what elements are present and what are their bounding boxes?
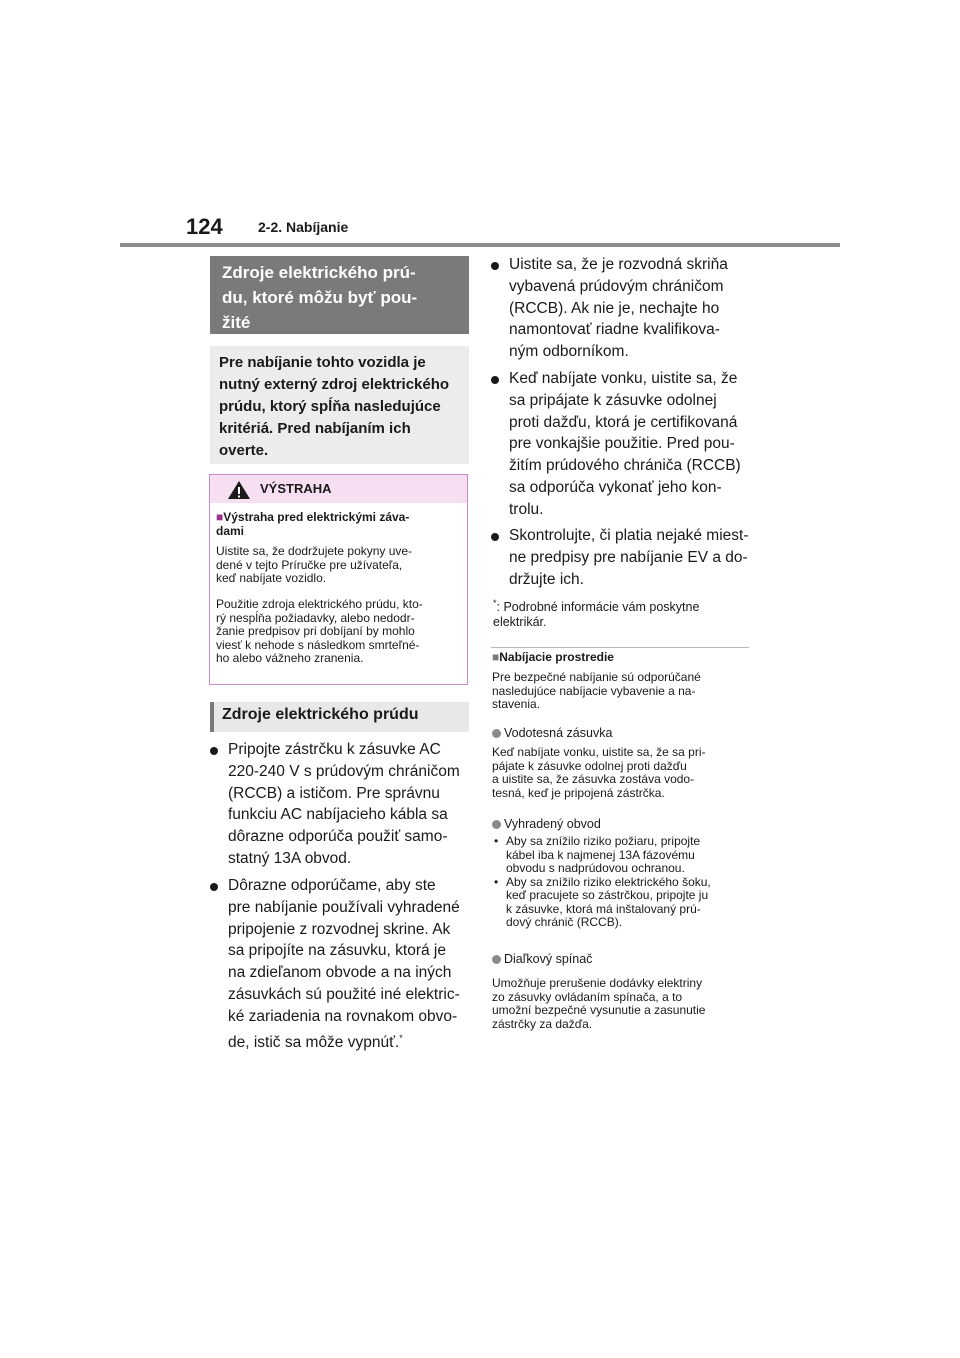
- warning-paragraph-2: Použitie zdroja elektrického prúdu, kto- rý nespĺňa požiadavky, alebo nedodr- žanie predpisov pri dobíjaní by mohlo viesť k nehode s následkom smrteľné- ho alebo vážneho zranenia.: [216, 597, 423, 665]
- warning-paragraph-1: Uistite sa, že dodržujete pokyny uve- dené v tejto Príručke pre užívateľa, keď nabíjate vozidlo.: [216, 544, 413, 585]
- env-heading: [492, 651, 750, 665]
- footnote-ref: *: [399, 1032, 403, 1043]
- list-item: [492, 835, 750, 876]
- env-title: Nabíjacie prostredie: [499, 650, 614, 664]
- warning-triangle-icon: [227, 480, 251, 500]
- list-item-text: Aby sa znížilo riziko elektrického šoku, keď pracujete so zástrčkou, pripojte ju k zásuvke, ktorá má inštalovaný prú- dový chránič (RCCB).: [506, 874, 711, 929]
- list-bullet: •: [494, 874, 499, 889]
- footnote-text: : Podrobné informácie vám poskytne elektrikár.: [493, 600, 700, 630]
- item-title: Vyhradený obvod: [504, 817, 601, 831]
- list-item-text: Aby sa znížilo riziko požiaru, pripojte kábel iba k najmenej 13A fázovému obvodu s nadprúdovou ochranou.: [506, 834, 701, 875]
- bullet-text: Keď nabíjate vonku, uistite sa, že sa pripájate k zásuvke odolnej proti dažďu, ktorá je certifikovaná pre vonkajšie použitie. Pred pou- žitím prúdového chrániča (RCCB) sa odporúča vykonať jeho kon- trolu.: [509, 370, 741, 518]
- section-title: 2-2. Nabíjanie: [258, 219, 349, 235]
- list-bullet: •: [494, 834, 499, 848]
- square-bullet-icon: ■: [492, 650, 500, 664]
- bullet-dot-icon: [491, 533, 499, 541]
- circle-bullet-icon: [492, 729, 501, 738]
- bullet-dot-icon: [210, 883, 218, 891]
- item-list: [492, 835, 750, 930]
- footnote-mark: *: [493, 598, 497, 608]
- heading-power-sources-2-box: [210, 702, 469, 732]
- warning-subtitle-text: Výstraha pred elektrickými záva- dami: [216, 510, 410, 538]
- bullet-text: [228, 875, 460, 1054]
- list-item: [492, 876, 750, 930]
- heading-power-sources-2: Zdroje elektrického prúdu: [222, 706, 419, 723]
- warning-subtitle: [216, 510, 461, 538]
- warning-title: VÝSTRAHA: [260, 481, 332, 496]
- item-title: Vodotesná zásuvka: [504, 726, 613, 740]
- bullet-text: Pripojte zástrčku k zásuvke AC 220-240 V s prúdovým chráničom (RCCB) a ističom. Pre správnu funkciu AC nabíjacieho kábla sa dôrazne odporúča použiť samo- statný 13A obvod.: [228, 741, 460, 867]
- bullet-text: Uistite sa, že je rozvodná skriňa vybavená prúdovým chráničom (RCCB). Ak nie je, nechajte ho namontovať riadne kvalifikova- ným odborníkom.: [509, 256, 728, 361]
- footnote: [493, 596, 743, 630]
- env-text: Pre bezpečné nabíjanie sú odporúčané nasledujúce nabíjacie vybavenie a na- stavenia.: [492, 670, 701, 711]
- bullet-dot-icon: [491, 376, 499, 384]
- intro-text: Pre nabíjanie tohto vozidla je nutný externý zdroj elektrického prúdu, ktorý spĺňa nasledujúce kritériá. Pred nabíjaním ich overte.: [219, 354, 450, 459]
- heading-power-sources-box: [210, 256, 469, 334]
- bullet-dot-icon: [491, 262, 499, 270]
- bullet-dot-icon: [210, 747, 218, 755]
- item-heading: [492, 953, 750, 967]
- header-rule: [120, 243, 840, 247]
- page-number: 124: [186, 214, 223, 239]
- bullet-text-lines: Dôrazne odporúčame, aby ste pre nabíjanie používali vyhradené pripojenie z rozvodnej skrine. Ak sa pripojíte na zásuvku, ktorá je na zdieľanom obvode a na iných zásuvkách sú použité iné elektric- ké zariadenia na rovnakom obvo- de, istič sa môže vypnúť.: [228, 877, 460, 1051]
- bullet-text: Skontrolujte, či platia nejaké miest- ne predpisy pre nabíjanie EV a do- držujte ich.: [509, 527, 749, 588]
- circle-bullet-icon: [492, 820, 501, 829]
- circle-bullet-icon: [492, 955, 501, 964]
- item-text: Keď nabíjate vonku, uistite sa, že sa pri- pájate k zásuvke odolnej proti dažďu a uistite sa, že zásuvka zostáva vodo- tesná, keď je pripojená zástrčka.: [492, 745, 706, 800]
- warning-box: [209, 474, 468, 685]
- heading-power-sources: Zdroje elektrického prú- du, ktoré môžu byť pou- žité: [222, 263, 418, 332]
- section-divider: [491, 647, 749, 648]
- square-bullet-icon: ■: [216, 510, 224, 524]
- warning-header: [210, 475, 467, 503]
- intro-box: [210, 346, 469, 464]
- item-heading: [492, 818, 750, 832]
- item-title: Diaľkový spínač: [504, 952, 593, 966]
- item-heading: [492, 727, 750, 741]
- item-text: Umožňuje prerušenie dodávky elektriny zo zásuvky ovládaním spínača, a to umožní bezpečné vysunutie a zasunutie zástrčky za dažďa.: [492, 976, 706, 1031]
